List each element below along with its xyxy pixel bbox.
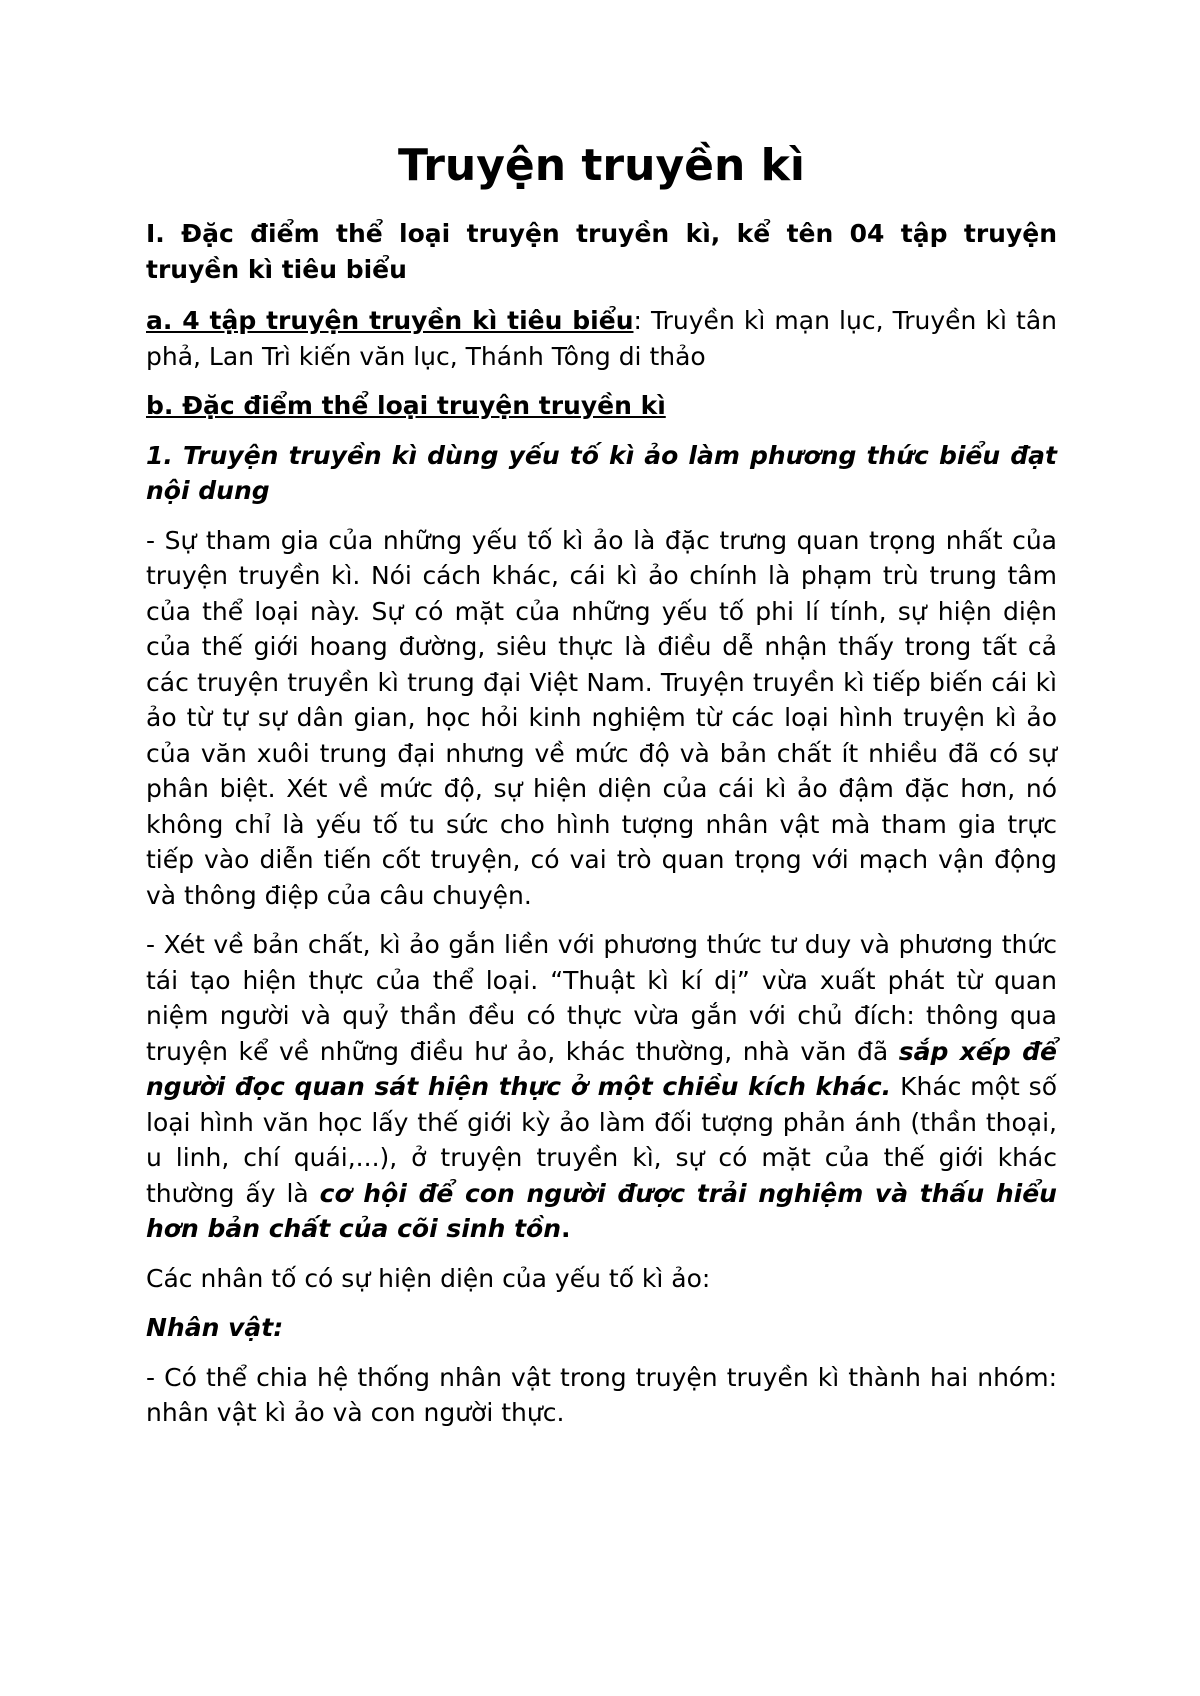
paragraph-2 (146, 927, 1057, 1247)
paragraph-2-emphasis-2: cơ hội để con người được trải nghiệm và thấu hiểu hơn bản chất của cõi sinh tồn (146, 1178, 1057, 1243)
part-b-heading: b. Đặc điểm thể loại truyện truyền kì (146, 391, 666, 420)
paragraph-4: - Có thể chia hệ thống nhân vật trong truyện truyền kì thành hai nhóm: nhân vật kì ảo và con người thực. (146, 1362, 1057, 1427)
part-a-heading: a. 4 tập truyện truyền kì tiêu biểu (146, 306, 634, 335)
point-1-heading: 1. Truyện truyền kì dùng yếu tố kì ảo làm phương thức biểu đạt nội dung (146, 440, 1057, 505)
paragraph-3: Các nhân tố có sự hiện diện của yếu tố kì ảo: (146, 1263, 711, 1293)
paragraph-2-emphasis-1: sắp xếp để người đọc quan sát hiện thực ở một chiều kích khác. (146, 1036, 1057, 1101)
section-heading: I. Đặc điểm thể loại truyện truyền kì, kể tên 04 tập truyện truyền kì tiêu biểu (146, 219, 1057, 284)
part-a-colon: : (633, 306, 642, 335)
paragraph-2-part-2: Khác một số loại hình văn học lấy thế giới kỳ ảo làm đối tượng phản ánh (thần thoại, u linh, chí quái,...), ở truyện truyền kì, sự có mặt của thế giới khác thường ấy là (146, 1072, 1057, 1208)
page-title: Truyện truyền kì (398, 140, 805, 191)
paragraph-1: - Sự tham gia của những yếu tố kì ảo là đặc trưng quan trọng nhất của truyện truyền kì. Nói cách khác, cái kì ảo chính là phạm trù trung tâm của thể loại này. Sự có mặt của những yếu tố phi lí tính, sự hiện diện của thế giới hoang đường, siêu thực là điều dễ nhận thấy trong tất cả các truyện truyền kì trung đại Việt Nam. Truyện truyền kì tiếp biến cái kì ảo từ tự sự dân gian, học hỏi kinh nghiệm từ các loại hình truyện kì ảo của văn xuôi trung đại nhưng về mức độ và bản chất ít nhiều đã có sự phân biệt. Xét về mức độ, sự hiện diện của cái kì ảo đậm đặc hơn, nó không chỉ là yếu tố tu sức cho hình tượng nhân vật mà tham gia trực tiếp vào diễn tiến cốt truyện, có vai trò quan trọng với mạch vận động và thông điệp của câu chuyện. (146, 525, 1057, 910)
paragraph-2-end: . (561, 1214, 571, 1243)
characters-heading: Nhân vật: (146, 1313, 284, 1342)
paragraph-2-part-1: - Xét về bản chất, kì ảo gắn liền với phương thức tư duy và phương thức tái tạo hiện thực của thể loại. “Thuật kì kí dị” vừa xuất phát từ quan niệm người và quỷ thần đều có thực vừa gắn với chủ đích: thông qua truyện kể về những điều hư ảo, khác thường, nhà văn đã (146, 930, 1057, 1066)
part-a-paragraph (146, 303, 1057, 374)
part-b-paragraph (146, 388, 1057, 424)
part-a-text: Truyền kì mạn lục, Truyền kì tân phả, Lan Trì kiến văn lục, Thánh Tông di thảo (146, 306, 1057, 371)
